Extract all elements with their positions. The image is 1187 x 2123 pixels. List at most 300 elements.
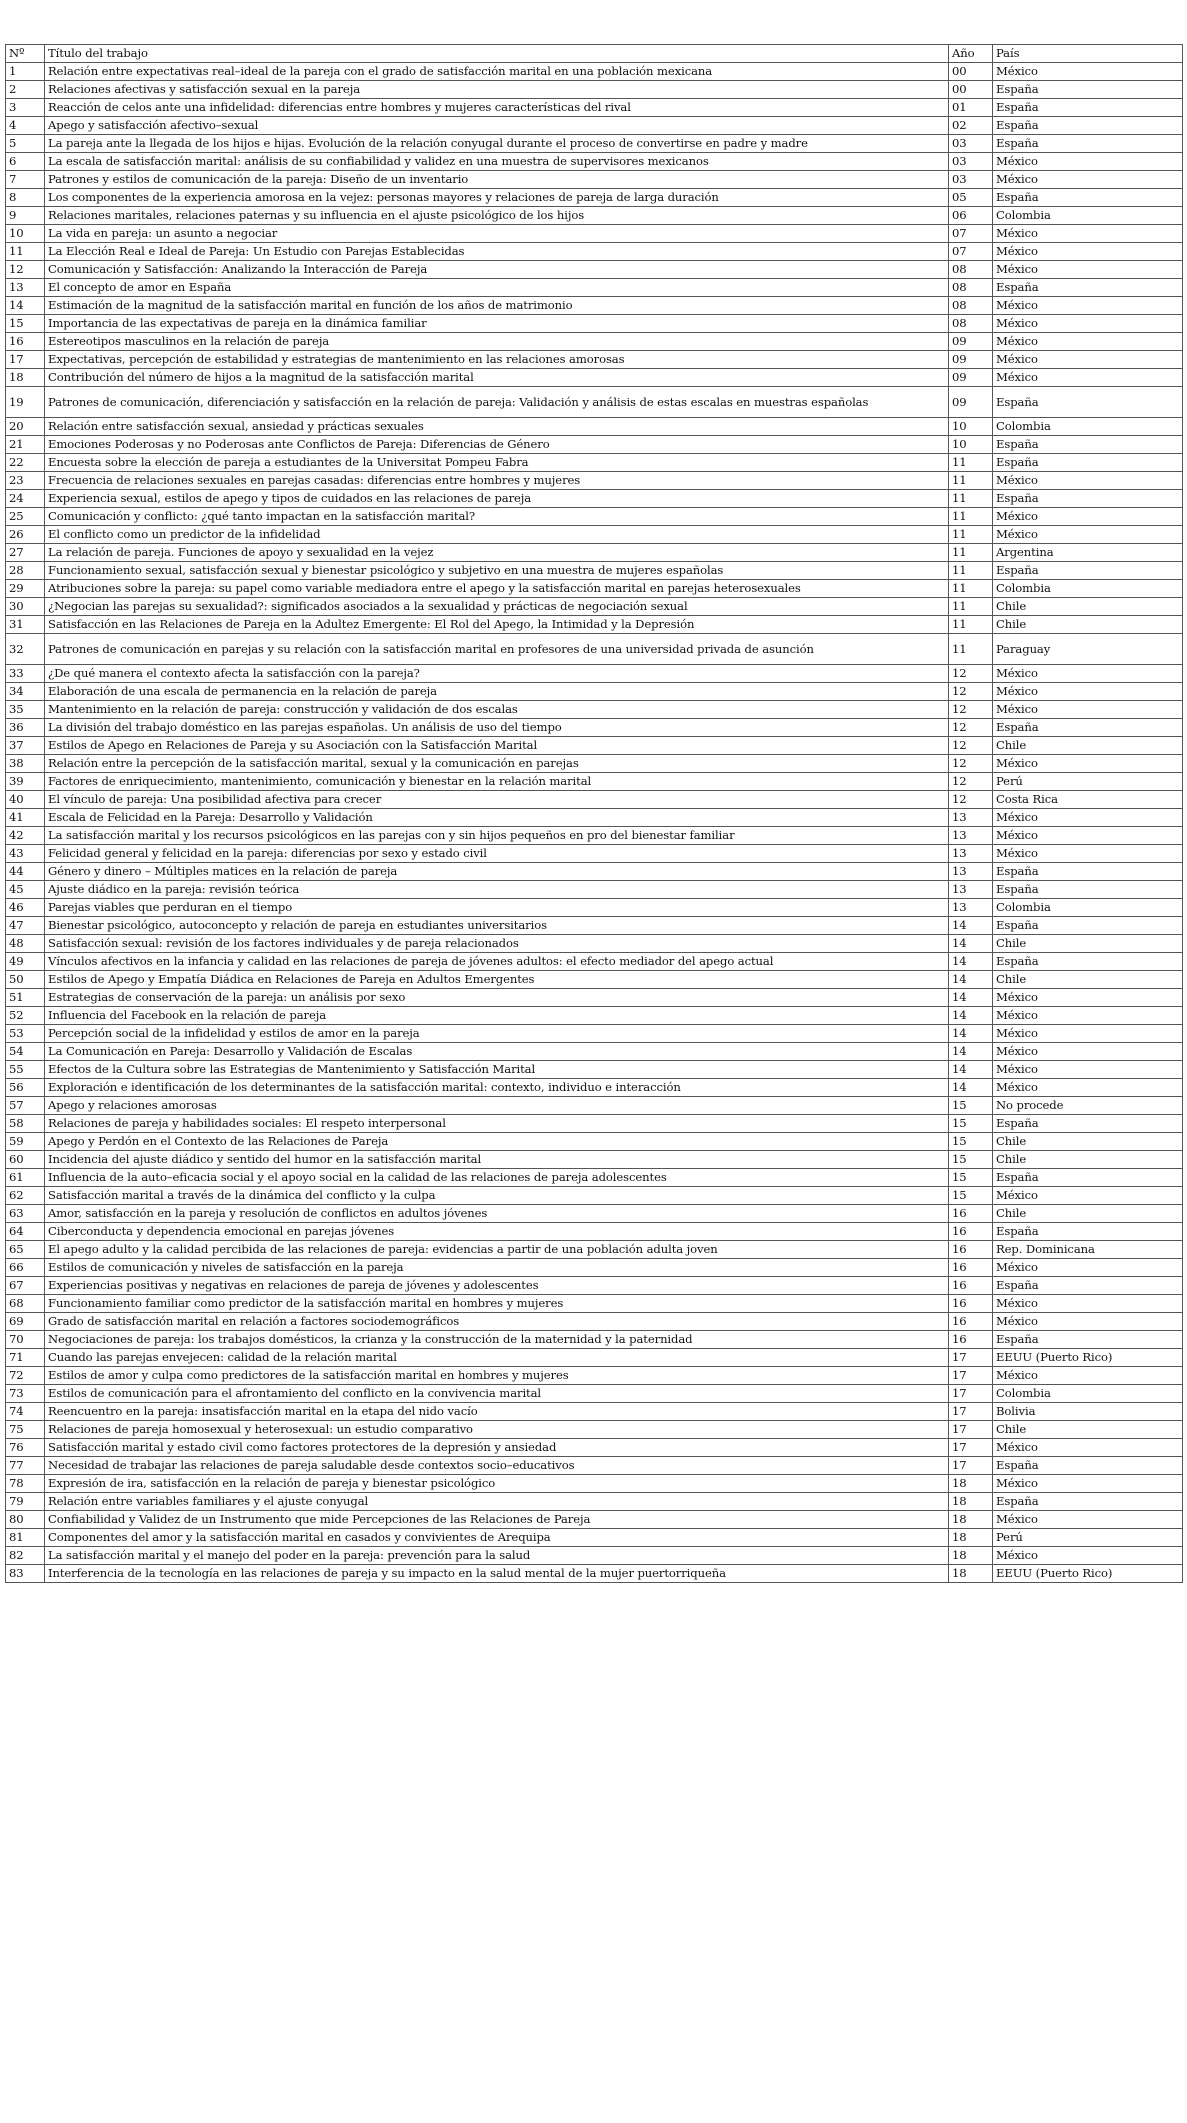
row-country: México [993, 472, 1183, 490]
table-row [6, 81, 1183, 99]
row-year: 11 [949, 598, 993, 616]
row-number: 51 [6, 989, 45, 1007]
row-year: 07 [949, 225, 993, 243]
row-year: 13 [949, 899, 993, 917]
row-number: 55 [6, 1061, 45, 1079]
row-number: 64 [6, 1223, 45, 1241]
table-row [6, 1061, 1183, 1079]
table-row [6, 135, 1183, 153]
table-row [6, 1259, 1183, 1277]
table-row [6, 562, 1183, 580]
row-country: Paraguay [993, 634, 1183, 665]
table-row [6, 333, 1183, 351]
table-row [6, 917, 1183, 935]
row-country: México [993, 1187, 1183, 1205]
table-row [6, 809, 1183, 827]
table-row [6, 1025, 1183, 1043]
row-country: Argentina [993, 544, 1183, 562]
row-number: 52 [6, 1007, 45, 1025]
row-year: 10 [949, 418, 993, 436]
row-number: 10 [6, 225, 45, 243]
row-number: 67 [6, 1277, 45, 1295]
table-row [6, 1187, 1183, 1205]
row-year: 12 [949, 665, 993, 683]
row-title: El apego adulto y la calidad percibida de las relaciones de pareja: evidencias a partir de una población adulta joven [45, 1241, 949, 1259]
row-country: Bolivia [993, 1403, 1183, 1421]
row-number: 42 [6, 827, 45, 845]
row-year: 17 [949, 1349, 993, 1367]
row-country: México [993, 1007, 1183, 1025]
row-year: 15 [949, 1151, 993, 1169]
row-year: 00 [949, 63, 993, 81]
row-country: México [993, 369, 1183, 387]
row-year: 16 [949, 1205, 993, 1223]
row-number: 16 [6, 333, 45, 351]
row-number: 1 [6, 63, 45, 81]
row-title: Género y dinero – Múltiples matices en la relación de pareja [45, 863, 949, 881]
row-title: Componentes del amor y la satisfacción marital en casados y convivientes de Arequipa [45, 1529, 949, 1547]
row-title: Expresión de ira, satisfacción en la relación de pareja y bienestar psicológico [45, 1475, 949, 1493]
row-year: 11 [949, 580, 993, 598]
row-number: 39 [6, 773, 45, 791]
row-year: 11 [949, 508, 993, 526]
row-number: 56 [6, 1079, 45, 1097]
row-country: España [993, 490, 1183, 508]
table-row [6, 1241, 1183, 1259]
row-country: México [993, 1313, 1183, 1331]
row-title: Patrones de comunicación, diferenciación y satisfacción en la relación de pareja: Validación y análisis de estas escalas en muestras españolas [45, 387, 949, 418]
row-number: 3 [6, 99, 45, 117]
row-country: Chile [993, 971, 1183, 989]
table-row [6, 1133, 1183, 1151]
row-number: 27 [6, 544, 45, 562]
row-title: Relaciones afectivas y satisfacción sexual en la pareja [45, 81, 949, 99]
row-title: Amor, satisfacción en la pareja y resolución de conflictos en adultos jóvenes [45, 1205, 949, 1223]
row-country: Colombia [993, 899, 1183, 917]
table-row [6, 580, 1183, 598]
row-number: 21 [6, 436, 45, 454]
row-number: 50 [6, 971, 45, 989]
row-country: España [993, 1331, 1183, 1349]
row-title: Expectativas, percepción de estabilidad y estrategias de mantenimiento en las relaciones amorosas [45, 351, 949, 369]
table-row [6, 598, 1183, 616]
row-number: 61 [6, 1169, 45, 1187]
row-title: Satisfacción en las Relaciones de Pareja en la Adultez Emergente: El Rol del Apego, la Intimidad y la Depresión [45, 616, 949, 634]
row-country: España [993, 387, 1183, 418]
row-year: 15 [949, 1115, 993, 1133]
row-year: 03 [949, 153, 993, 171]
row-country: México [993, 1295, 1183, 1313]
table-row [6, 1367, 1183, 1385]
row-year: 11 [949, 544, 993, 562]
row-year: 09 [949, 369, 993, 387]
row-year: 00 [949, 81, 993, 99]
row-country: España [993, 1457, 1183, 1475]
row-number: 74 [6, 1403, 45, 1421]
row-country: Chile [993, 737, 1183, 755]
table-row [6, 881, 1183, 899]
table-row [6, 827, 1183, 845]
row-year: 17 [949, 1457, 993, 1475]
row-country: México [993, 261, 1183, 279]
row-country: No procede [993, 1097, 1183, 1115]
row-country: España [993, 279, 1183, 297]
row-year: 13 [949, 863, 993, 881]
table-row [6, 1565, 1183, 1583]
row-year: 12 [949, 755, 993, 773]
table-row [6, 989, 1183, 1007]
row-number: 70 [6, 1331, 45, 1349]
table-row [6, 1007, 1183, 1025]
table-body [6, 63, 1183, 1583]
row-number: 66 [6, 1259, 45, 1277]
row-year: 17 [949, 1367, 993, 1385]
table-row [6, 436, 1183, 454]
row-year: 18 [949, 1529, 993, 1547]
row-number: 26 [6, 526, 45, 544]
row-country: España [993, 81, 1183, 99]
table-row [6, 1223, 1183, 1241]
row-title: Factores de enriquecimiento, mantenimiento, comunicación y bienestar en la relación marital [45, 773, 949, 791]
row-number: 6 [6, 153, 45, 171]
table-row [6, 1511, 1183, 1529]
row-number: 38 [6, 755, 45, 773]
table-row [6, 1385, 1183, 1403]
table-row [6, 472, 1183, 490]
row-country: España [993, 562, 1183, 580]
table-row [6, 1115, 1183, 1133]
row-number: 82 [6, 1547, 45, 1565]
row-country: Chile [993, 1133, 1183, 1151]
row-country: México [993, 1025, 1183, 1043]
row-country: México [993, 1475, 1183, 1493]
row-number: 34 [6, 683, 45, 701]
row-country: México [993, 508, 1183, 526]
row-number: 76 [6, 1439, 45, 1457]
row-title: La vida en pareja: un asunto a negociar [45, 225, 949, 243]
row-title: Experiencia sexual, estilos de apego y tipos de cuidados en las relaciones de pareja [45, 490, 949, 508]
header-country: País [993, 45, 1183, 63]
row-title: Relaciones maritales, relaciones paternas y su influencia en el ajuste psicológico de los hijos [45, 207, 949, 225]
row-title: Los componentes de la experiencia amorosa en la vejez: personas mayores y relaciones de pareja de larga duración [45, 189, 949, 207]
row-country: México [993, 225, 1183, 243]
row-number: 9 [6, 207, 45, 225]
table-row [6, 1313, 1183, 1331]
row-title: El concepto de amor en España [45, 279, 949, 297]
row-title: Satisfacción marital a través de la dinámica del conflicto y la culpa [45, 1187, 949, 1205]
table-row [6, 297, 1183, 315]
row-title: El conflicto como un predictor de la infidelidad [45, 526, 949, 544]
row-country: México [993, 845, 1183, 863]
row-title: Patrones de comunicación en parejas y su relación con la satisfacción marital en profesores de una universidad privada de asunción [45, 634, 949, 665]
row-title: La Comunicación en Pareja: Desarrollo y Validación de Escalas [45, 1043, 949, 1061]
row-title: Funcionamiento familiar como predictor de la satisfacción marital en hombres y mujeres [45, 1295, 949, 1313]
row-country: Chile [993, 616, 1183, 634]
row-number: 30 [6, 598, 45, 616]
row-country: Chile [993, 1205, 1183, 1223]
row-year: 17 [949, 1421, 993, 1439]
row-title: Apego y relaciones amorosas [45, 1097, 949, 1115]
row-country: Costa Rica [993, 791, 1183, 809]
row-title: Influencia de la auto–eficacia social y el apoyo social en la calidad de las relaciones de pareja adolescentes [45, 1169, 949, 1187]
table-row [6, 351, 1183, 369]
table-row [6, 683, 1183, 701]
row-number: 45 [6, 881, 45, 899]
row-year: 12 [949, 719, 993, 737]
row-country: México [993, 1367, 1183, 1385]
table-row [6, 387, 1183, 418]
table-row [6, 1205, 1183, 1223]
row-year: 16 [949, 1313, 993, 1331]
row-year: 16 [949, 1277, 993, 1295]
row-year: 14 [949, 989, 993, 1007]
row-number: 36 [6, 719, 45, 737]
row-country: México [993, 1259, 1183, 1277]
row-year: 14 [949, 935, 993, 953]
row-year: 15 [949, 1187, 993, 1205]
row-title: Cuando las parejas envejecen: calidad de la relación marital [45, 1349, 949, 1367]
table-row [6, 701, 1183, 719]
row-country: Chile [993, 1421, 1183, 1439]
row-year: 14 [949, 953, 993, 971]
row-country: México [993, 1043, 1183, 1061]
row-year: 15 [949, 1169, 993, 1187]
row-country: España [993, 135, 1183, 153]
row-year: 17 [949, 1439, 993, 1457]
row-year: 13 [949, 881, 993, 899]
row-number: 60 [6, 1151, 45, 1169]
row-year: 14 [949, 1061, 993, 1079]
row-title: Frecuencia de relaciones sexuales en parejas casadas: diferencias entre hombres y mujeres [45, 472, 949, 490]
row-country: Perú [993, 1529, 1183, 1547]
row-title: Emociones Poderosas y no Poderosas ante Conflictos de Pareja: Diferencias de Género [45, 436, 949, 454]
row-year: 16 [949, 1223, 993, 1241]
table-row [6, 1097, 1183, 1115]
row-year: 17 [949, 1403, 993, 1421]
row-year: 14 [949, 917, 993, 935]
row-country: Rep. Dominicana [993, 1241, 1183, 1259]
row-year: 09 [949, 351, 993, 369]
row-country: España [993, 1169, 1183, 1187]
row-title: Relación entre la percepción de la satisfacción marital, sexual y la comunicación en parejas [45, 755, 949, 773]
row-number: 8 [6, 189, 45, 207]
row-country: México [993, 1079, 1183, 1097]
row-title: Estilos de Apego en Relaciones de Pareja y su Asociación con la Satisfacción Marital [45, 737, 949, 755]
row-number: 75 [6, 1421, 45, 1439]
row-country: México [993, 243, 1183, 261]
row-title: Influencia del Facebook en la relación de pareja [45, 1007, 949, 1025]
row-country: México [993, 171, 1183, 189]
table-row [6, 508, 1183, 526]
table-row [6, 261, 1183, 279]
row-title: Escala de Felicidad en la Pareja: Desarrollo y Validación [45, 809, 949, 827]
row-year: 05 [949, 189, 993, 207]
row-number: 7 [6, 171, 45, 189]
row-title: Estilos de comunicación para el afrontamiento del conflicto en la convivencia marital [45, 1385, 949, 1403]
row-number: 11 [6, 243, 45, 261]
row-year: 14 [949, 971, 993, 989]
header-title: Título del trabajo [45, 45, 949, 63]
row-number: 14 [6, 297, 45, 315]
row-year: 16 [949, 1331, 993, 1349]
row-year: 11 [949, 634, 993, 665]
table-row [6, 1439, 1183, 1457]
row-year: 10 [949, 436, 993, 454]
row-year: 13 [949, 845, 993, 863]
row-year: 09 [949, 333, 993, 351]
row-year: 18 [949, 1511, 993, 1529]
row-country: España [993, 99, 1183, 117]
row-year: 12 [949, 683, 993, 701]
row-year: 11 [949, 454, 993, 472]
row-number: 83 [6, 1565, 45, 1583]
row-year: 17 [949, 1385, 993, 1403]
row-country: México [993, 809, 1183, 827]
row-country: España [993, 117, 1183, 135]
row-number: 81 [6, 1529, 45, 1547]
row-title: Confiabilidad y Validez de un Instrumento que mide Percepciones de las Relaciones de Pareja [45, 1511, 949, 1529]
row-title: Importancia de las expectativas de pareja en la dinámica familiar [45, 315, 949, 333]
header-row [6, 45, 1183, 63]
row-country: España [993, 454, 1183, 472]
table-row [6, 369, 1183, 387]
row-year: 03 [949, 135, 993, 153]
row-title: Estimación de la magnitud de la satisfacción marital en función de los años de matrimonio [45, 297, 949, 315]
row-country: España [993, 917, 1183, 935]
row-year: 16 [949, 1295, 993, 1313]
row-title: Apego y Perdón en el Contexto de las Relaciones de Pareja [45, 1133, 949, 1151]
row-number: 23 [6, 472, 45, 490]
row-number: 59 [6, 1133, 45, 1151]
row-year: 06 [949, 207, 993, 225]
table-row [6, 315, 1183, 333]
row-title: Comunicación y Satisfacción: Analizando la Interacción de Pareja [45, 261, 949, 279]
row-title: Relación entre expectativas real–ideal de la pareja con el grado de satisfacción marital en una población mexicana [45, 63, 949, 81]
table-row [6, 279, 1183, 297]
row-country: México [993, 1439, 1183, 1457]
row-title: Ajuste diádico en la pareja: revisión teórica [45, 881, 949, 899]
row-title: La escala de satisfacción marital: análisis de su confiabilidad y validez en una muestra de supervisores mexicanos [45, 153, 949, 171]
row-number: 24 [6, 490, 45, 508]
row-number: 13 [6, 279, 45, 297]
row-year: 13 [949, 809, 993, 827]
table-row [6, 63, 1183, 81]
row-year: 08 [949, 261, 993, 279]
header-year: Año [949, 45, 993, 63]
row-number: 80 [6, 1511, 45, 1529]
row-number: 47 [6, 917, 45, 935]
row-number: 37 [6, 737, 45, 755]
row-number: 20 [6, 418, 45, 436]
table-row [6, 616, 1183, 634]
row-number: 40 [6, 791, 45, 809]
row-country: Perú [993, 773, 1183, 791]
row-country: Chile [993, 598, 1183, 616]
table-row [6, 117, 1183, 135]
row-number: 22 [6, 454, 45, 472]
row-title: Estilos de comunicación y niveles de satisfacción en la pareja [45, 1259, 949, 1277]
row-year: 14 [949, 1007, 993, 1025]
row-year: 02 [949, 117, 993, 135]
row-title: Relaciones de pareja homosexual y heterosexual: un estudio comparativo [45, 1421, 949, 1439]
row-title: Comunicación y conflicto: ¿qué tanto impactan en la satisfacción marital? [45, 508, 949, 526]
row-title: Mantenimiento en la relación de pareja: construcción y validación de dos escalas [45, 701, 949, 719]
row-year: 12 [949, 791, 993, 809]
table-row [6, 1403, 1183, 1421]
row-year: 16 [949, 1241, 993, 1259]
table-row [6, 1457, 1183, 1475]
table-header [6, 45, 1183, 63]
row-year: 14 [949, 1025, 993, 1043]
row-country: México [993, 1547, 1183, 1565]
row-title: La relación de pareja. Funciones de apoyo y sexualidad en la vejez [45, 544, 949, 562]
table-row [6, 99, 1183, 117]
row-country: México [993, 333, 1183, 351]
row-title: Atribuciones sobre la pareja: su papel como variable mediadora entre el apego y la satisfacción marital en parejas heterosexuales [45, 580, 949, 598]
table-row [6, 189, 1183, 207]
table-row [6, 737, 1183, 755]
table-row [6, 1493, 1183, 1511]
table-row [6, 755, 1183, 773]
row-title: Interferencia de la tecnología en las relaciones de pareja y su impacto en la salud mental de la mujer puertorriqueña [45, 1565, 949, 1583]
row-country: México [993, 665, 1183, 683]
table-row [6, 454, 1183, 472]
row-number: 71 [6, 1349, 45, 1367]
row-number: 29 [6, 580, 45, 598]
row-year: 08 [949, 315, 993, 333]
row-title: La división del trabajo doméstico en las parejas españolas. Un análisis de uso del tiempo [45, 719, 949, 737]
row-number: 53 [6, 1025, 45, 1043]
row-country: México [993, 153, 1183, 171]
row-title: La satisfacción marital y los recursos psicológicos en las parejas con y sin hijos pequeños en pro del bienestar familiar [45, 827, 949, 845]
row-number: 48 [6, 935, 45, 953]
row-country: México [993, 1061, 1183, 1079]
row-year: 11 [949, 472, 993, 490]
row-title: ¿De qué manera el contexto afecta la satisfacción con la pareja? [45, 665, 949, 683]
row-country: México [993, 63, 1183, 81]
row-title: Necesidad de trabajar las relaciones de pareja saludable desde contextos socio–educativos [45, 1457, 949, 1475]
row-year: 12 [949, 773, 993, 791]
table-row [6, 1043, 1183, 1061]
row-title: Satisfacción sexual: revisión de los factores individuales y de pareja relacionados [45, 935, 949, 953]
row-country: Chile [993, 1151, 1183, 1169]
document-page [5, 44, 1182, 1583]
row-title: Estilos de amor y culpa como predictores de la satisfacción marital en hombres y mujeres [45, 1367, 949, 1385]
row-year: 08 [949, 279, 993, 297]
row-number: 44 [6, 863, 45, 881]
table-row [6, 1169, 1183, 1187]
row-number: 73 [6, 1385, 45, 1403]
header-number: Nº [6, 45, 45, 63]
row-country: Colombia [993, 580, 1183, 598]
row-title: Estereotipos masculinos en la relación de pareja [45, 333, 949, 351]
row-number: 57 [6, 1097, 45, 1115]
table-row [6, 791, 1183, 809]
table-row [6, 490, 1183, 508]
row-country: España [993, 881, 1183, 899]
row-country: España [993, 436, 1183, 454]
row-country: México [993, 701, 1183, 719]
row-number: 43 [6, 845, 45, 863]
row-number: 79 [6, 1493, 45, 1511]
row-number: 49 [6, 953, 45, 971]
row-country: Colombia [993, 1385, 1183, 1403]
row-year: 14 [949, 1079, 993, 1097]
row-number: 2 [6, 81, 45, 99]
table-row [6, 634, 1183, 665]
row-title: Satisfacción marital y estado civil como factores protectores de la depresión y ansiedad [45, 1439, 949, 1457]
row-title: Grado de satisfacción marital en relación a factores sociodemográficos [45, 1313, 949, 1331]
